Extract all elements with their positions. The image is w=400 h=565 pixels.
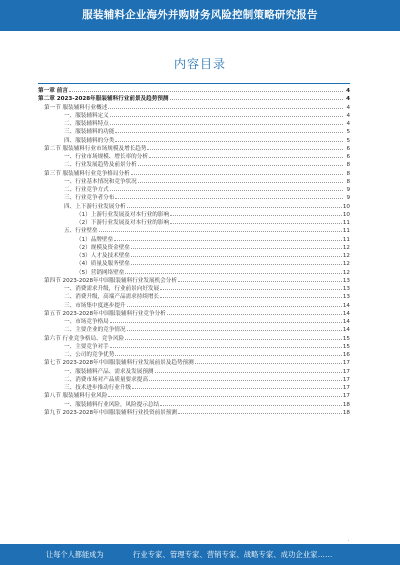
toc-entry[interactable] — [38, 292, 350, 300]
toc-entry[interactable] — [38, 383, 350, 391]
toc-leader-dots — [99, 226, 342, 232]
toc-entry[interactable] — [38, 136, 350, 144]
toc-entry-text: 二、主要企业的竞争情况 — [64, 327, 126, 334]
toc-leader-dots — [149, 375, 342, 381]
toc-leader-dots — [131, 169, 343, 175]
toc-entry-text: 一、服装辅料行业风险，风险提示总结 — [64, 401, 160, 408]
toc-leader-dots — [108, 391, 342, 397]
toc-entry-text: 一、服装辅料产品、需求及发展预测 — [64, 368, 154, 375]
toc-entry[interactable] — [38, 408, 350, 416]
toc-entry-text: 一、主要竞争对手 — [64, 343, 109, 350]
toc-page-number: 6 — [346, 145, 350, 152]
toc-leader-dots — [127, 202, 342, 208]
toc-page-number: 12 — [342, 269, 350, 276]
toc-entry[interactable] — [38, 342, 350, 350]
toc-entry[interactable] — [38, 268, 350, 276]
toc-page-number: 13 — [342, 294, 350, 301]
toc-leader-dots — [110, 111, 343, 117]
toc-leader-dots — [115, 136, 343, 142]
toc-page-number: 17 — [342, 393, 350, 400]
toc-page-number: 14 — [342, 302, 350, 309]
toc-leader-dots — [195, 358, 342, 364]
toc-entry[interactable] — [38, 218, 350, 226]
toc-leader-dots — [114, 235, 342, 241]
toc-leader-dots — [178, 276, 342, 282]
toc-page-number: 10 — [342, 211, 350, 218]
toc-entry[interactable] — [38, 358, 350, 366]
toc-leader-dots — [170, 210, 342, 216]
toc-entry[interactable] — [38, 301, 350, 309]
toc-page-number: 13 — [342, 277, 350, 284]
toc-entry[interactable] — [38, 86, 350, 94]
toc-entry[interactable] — [38, 276, 350, 284]
toc-page-number: 17 — [342, 385, 350, 391]
toc-leader-dots — [110, 185, 343, 191]
toc-heading: 内容目录 — [173, 57, 226, 71]
footer-slogan-left: 让每个人都能成为 — [46, 550, 104, 559]
toc-leader-dots — [69, 86, 343, 92]
toc-entry[interactable] — [38, 111, 350, 119]
toc-entry-text: 第三节 服装辅料行业竞争格局分析 — [44, 170, 130, 177]
toc-page-number: 8 — [346, 162, 350, 169]
toc-entry-text: （4）质量及服务壁垒 — [76, 261, 130, 268]
toc-leader-dots — [147, 144, 343, 150]
toc-page-number: 11 — [342, 228, 350, 235]
toc-page-number: 10 — [342, 203, 350, 210]
toc-leader-dots — [131, 259, 342, 265]
toc-entry-text: 二、消费升级，高端产品需求持续增长 — [64, 294, 160, 301]
toc-entry[interactable] — [38, 325, 350, 333]
toc-page-number: 13 — [342, 286, 350, 292]
toc-entry-text: 四、上下游行业发展分析 — [64, 203, 126, 210]
toc-entry-text: 第一节 服装辅料行业概述 — [44, 104, 108, 111]
toc-leader-dots — [155, 367, 342, 373]
toc-page-number: 4 — [346, 121, 350, 127]
toc-page-number: 14 — [342, 319, 350, 325]
toc-entry[interactable] — [38, 284, 350, 292]
toc-entry[interactable] — [38, 317, 350, 325]
toc-leader-dots — [127, 325, 342, 331]
toc-entry[interactable] — [38, 259, 350, 267]
toc-entry[interactable] — [38, 169, 350, 177]
toc-entry-text: 一、行业基本情况和竞争状况 — [64, 178, 137, 185]
toc-entry-text: 第九节 2023-2028年中国服装辅料行业投资前景预测 — [44, 409, 177, 416]
toc-entry[interactable] — [38, 243, 350, 251]
toc-entry-text: （2）规模及资金壁垒 — [76, 244, 130, 251]
toc-page-number: 4 — [346, 112, 350, 119]
toc-entry[interactable] — [38, 375, 350, 383]
toc-entry[interactable] — [38, 210, 350, 218]
toc-top-rule — [38, 83, 350, 84]
toc-leader-dots — [115, 127, 343, 133]
toc-page-number: 6 — [346, 154, 350, 160]
toc-page-number: 12 — [342, 261, 350, 268]
footer-slogan-right: 行业专家、管理专家、营销专家、战略专家、成功企业家…… — [133, 550, 333, 559]
toc-page-number: 17 — [342, 360, 350, 367]
toc-leader-dots — [115, 193, 343, 199]
toc-page-number: 18 — [342, 409, 350, 416]
toc-entry[interactable] — [38, 185, 350, 193]
toc-leader-dots — [125, 334, 342, 340]
toc-leader-dots — [138, 160, 343, 166]
toc-entry[interactable] — [38, 309, 350, 317]
toc-entry-text: 一、行业市场规模、增长率的分析 — [64, 154, 148, 160]
toc-entry-text: 三、市场集中度逐步提升 — [64, 302, 126, 309]
toc-entry[interactable] — [38, 119, 350, 127]
toc-entry[interactable] — [38, 251, 350, 259]
toc-leader-dots — [160, 292, 342, 298]
toc-entry-text: 三、服装辅料的功能 — [64, 129, 115, 136]
toc-entry-text: 第八节 服装辅料行业风险 — [44, 393, 108, 400]
table-of-contents — [38, 86, 350, 416]
toc-leader-dots — [131, 243, 342, 249]
toc-entry-text: 一、市场竞争格局 — [64, 319, 109, 325]
toc-page-number: 11 — [342, 236, 350, 243]
toc-page-number: 15 — [342, 343, 350, 350]
toc-entry[interactable] — [38, 144, 350, 152]
toc-leader-dots — [160, 284, 342, 290]
toc-page-number: 12 — [342, 253, 350, 259]
toc-entry-text: 一、服装辅料定义 — [64, 112, 109, 119]
toc-leader-dots — [110, 342, 342, 348]
toc-page-number: 9 — [346, 195, 350, 202]
toc-leader-dots — [138, 177, 343, 183]
toc-entry-text: （1）上游行业发展及对本行业的影响 — [76, 211, 170, 218]
toc-leader-dots — [132, 383, 342, 389]
toc-page-number: 4 — [346, 96, 350, 103]
toc-leader-dots — [131, 251, 342, 257]
toc-entry[interactable] — [38, 152, 350, 160]
toc-entry-text: 三、技术进步推动行业升级 — [64, 385, 132, 391]
toc-page-number: 5 — [346, 137, 350, 144]
toc-leader-dots — [170, 94, 343, 100]
toc-page-number: 8 — [346, 170, 350, 177]
toc-entry-text: 第二节 服装辅料行业市场规模及增长趋势 — [44, 145, 147, 152]
toc-entry-text: 第七节 2023-2028年中国服装辅料行业发展前景及趋势预测 — [44, 360, 194, 367]
toc-entry[interactable] — [38, 193, 350, 201]
toc-page-number: 15 — [342, 335, 350, 342]
toc-entry-text: 四、服装辅料的分类 — [64, 137, 115, 144]
toc-entry-text: 三、行业竞争者分布 — [64, 195, 115, 202]
toc-page-number: 14 — [342, 310, 350, 317]
toc-page-number: 14 — [342, 327, 350, 334]
toc-entry-text: 二、行业竞争方式 — [64, 187, 109, 193]
report-footer — [0, 544, 400, 565]
toc-leader-dots — [160, 400, 342, 406]
toc-page-number: 18 — [342, 401, 350, 408]
toc-page-number: 8 — [346, 178, 350, 185]
toc-page-number: 12 — [342, 244, 350, 251]
toc-entry[interactable] — [38, 367, 350, 375]
toc-entry[interactable] — [38, 202, 350, 210]
toc-entry[interactable] — [38, 235, 350, 243]
toc-page-number: 17 — [342, 368, 350, 375]
toc-entry-text: 二、公司的竞争优势 — [64, 352, 115, 358]
report-title: 服装辅料企业海外并购财务风险控制策略研究报告 — [82, 9, 318, 21]
toc-page-number: 4 — [346, 88, 350, 94]
toc-entry-text: 二、服装辅料特点 — [64, 121, 109, 127]
toc-page-number: 16 — [342, 352, 350, 358]
toc-leader-dots — [170, 218, 342, 224]
toc-entry[interactable] — [38, 334, 350, 342]
toc-page-number: 9 — [346, 187, 350, 193]
toc-entry-text: 五、行业壁垒 — [64, 228, 98, 235]
toc-entry[interactable] — [38, 127, 350, 135]
toc-entry-text: 二、消费市场对产品质量要求提高 — [64, 376, 148, 383]
toc-entry-text: 第五节 2023-2028年中国服装辅料行业竞争分析 — [44, 310, 166, 317]
toc-entry[interactable] — [38, 391, 350, 399]
toc-entry[interactable] — [38, 177, 350, 185]
page-marker: · — [348, 538, 350, 544]
toc-leader-dots — [178, 408, 342, 414]
toc-page-number: 17 — [342, 376, 350, 383]
toc-leader-dots — [125, 268, 342, 274]
toc-leader-dots — [110, 317, 342, 323]
toc-entry[interactable] — [38, 103, 350, 111]
toc-leader-dots — [108, 103, 343, 109]
toc-entry[interactable] — [38, 400, 350, 408]
toc-leader-dots — [167, 309, 342, 315]
toc-entry-text: 一、消费需求升级，行业前景向好发展 — [64, 286, 160, 292]
toc-leader-dots — [115, 350, 342, 356]
toc-entry-text: （3）人才及技术壁垒 — [76, 253, 130, 259]
toc-entry[interactable] — [38, 94, 350, 102]
toc-entry-text: （1）品牌壁垒 — [76, 236, 114, 243]
toc-entry[interactable] — [38, 350, 350, 358]
toc-entry-text: 第六节 行业竞争格局、竞争风险 — [44, 335, 125, 342]
toc-entry-text: 二、行业发展趋势及前景分析 — [64, 162, 137, 169]
toc-entry-text: 第一章 前言 — [38, 88, 68, 94]
toc-page-number: 5 — [346, 129, 350, 136]
report-header — [0, 0, 400, 31]
toc-entry-text: （2）下游行业发展及对本行业的影响 — [76, 220, 170, 226]
toc-leader-dots — [110, 119, 343, 125]
toc-entry[interactable] — [38, 160, 350, 168]
toc-entry[interactable] — [38, 226, 350, 234]
toc-leader-dots — [127, 301, 342, 307]
toc-leader-dots — [149, 152, 343, 158]
toc-entry-text: 第二章 2023-2028年服装辅料行业前景及趋势预测 — [38, 96, 169, 103]
toc-entry-text: （5）营销网络壁垒 — [76, 269, 125, 276]
toc-entry-text: 第四节 2023-2028年中国服装辅料行业发展机会分析 — [44, 277, 177, 284]
toc-page-number: 4 — [346, 104, 350, 111]
toc-page-number: 11 — [342, 220, 350, 226]
